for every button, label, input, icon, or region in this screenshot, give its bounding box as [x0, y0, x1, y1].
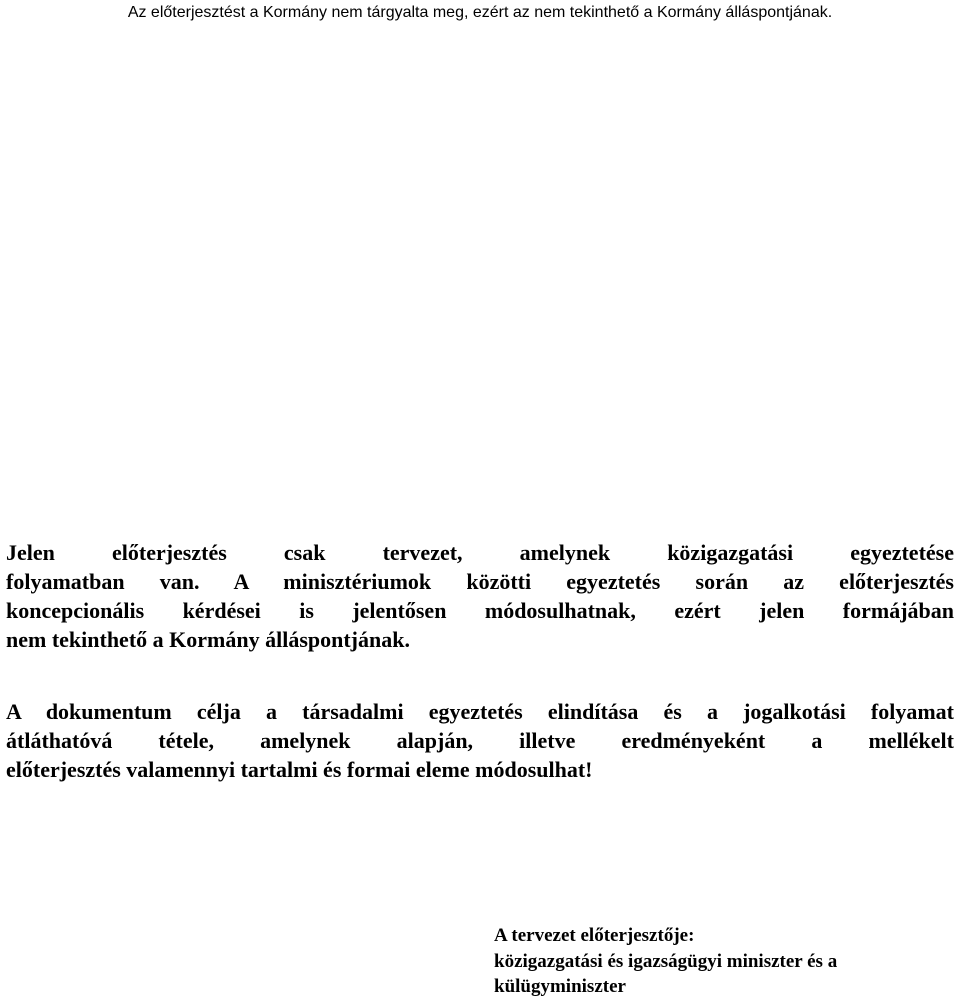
- draft-notice-paragraph: [6, 538, 954, 654]
- paragraph-line: Jelen előterjesztés csak tervezet, amelynek közigazgatási egyeztetése: [6, 540, 954, 565]
- paragraph-line: folyamatban van. A minisztériumok közötti egyeztetés során az előterjesztés: [6, 569, 954, 594]
- signature-label: A tervezet előterjesztője:: [494, 925, 695, 946]
- paragraph-line: előterjesztés valamennyi tartalmi és formai eleme módosulhat!: [6, 757, 593, 782]
- signature-name-line: közigazgatási és igazságügyi miniszter és a: [494, 950, 838, 972]
- paragraph-line: nem tekinthető a Kormány álláspontjának.: [6, 627, 410, 652]
- signature-name-line: külügyminiszter: [494, 976, 626, 997]
- purpose-paragraph: [6, 697, 954, 784]
- paragraph-line: átláthatóvá tétele, amelynek alapján, illetve eredményeként a mellékelt: [6, 728, 954, 753]
- paragraph-line: koncepcionális kérdései is jelentősen módosulhatnak, ezért jelen formájában: [6, 598, 954, 623]
- header-note: Az előterjesztést a Kormány nem tárgyalta meg, ezért az nem tekinthető a Kormány álláspontjának.: [127, 4, 833, 21]
- paragraph-line: A dokumentum célja a társadalmi egyeztetés elindítása és a jogalkotási folyamat: [6, 699, 954, 724]
- signature-block: [494, 923, 954, 1000]
